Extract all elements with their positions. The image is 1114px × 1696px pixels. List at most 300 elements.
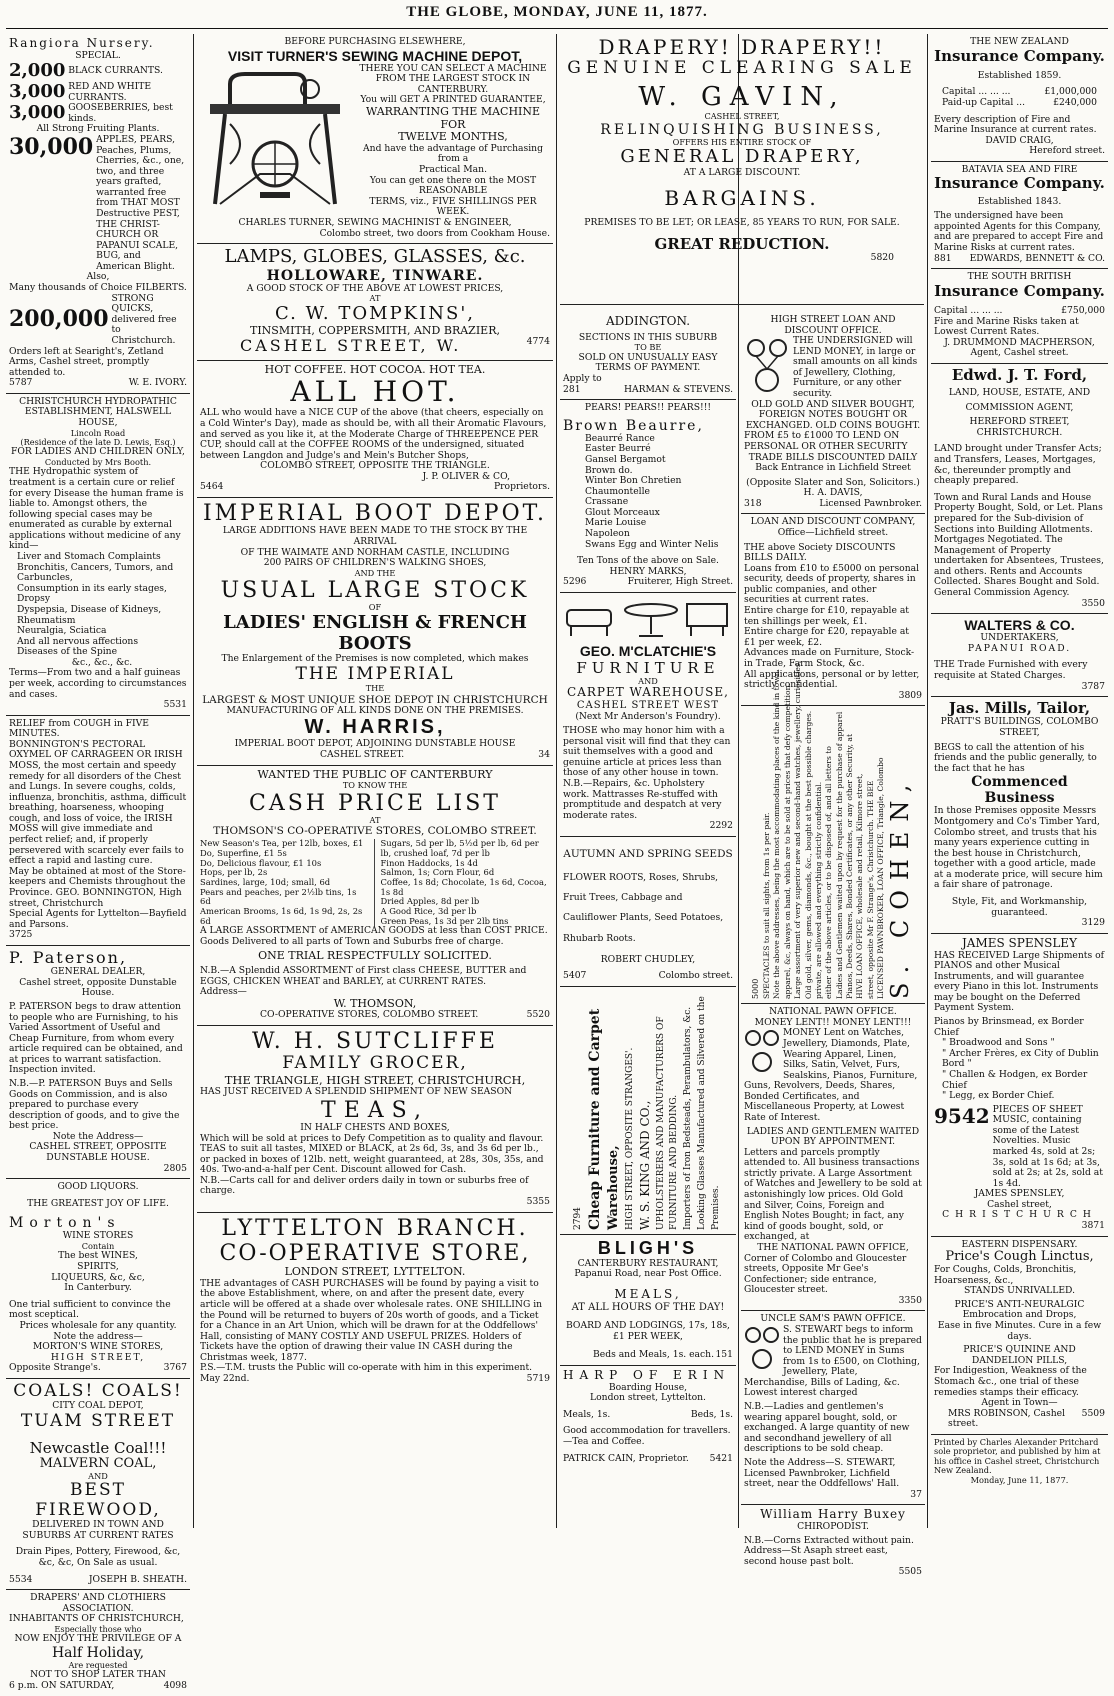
- cash-address-label: Address—: [200, 986, 247, 998]
- printer-imprint: [931, 1435, 1108, 1488]
- spensley-city: CHRISTCHURCH: [942, 1209, 1097, 1221]
- harp-signature: PATRICK CAIN, Proprietor.: [563, 1452, 689, 1464]
- nz-body: Every description of Fire and Marine Insurance at current rates.: [934, 113, 1097, 136]
- ed-head: EASTERN DISPENSARY.: [961, 1238, 1078, 1250]
- drapers-time: 6 p.m. ON SATURDAY,: [9, 1679, 115, 1691]
- lyttelton-street: LONDON STREET, LYTTELTON.: [284, 1265, 466, 1279]
- ad-number: 3809: [898, 689, 922, 701]
- spensley-list-item: " Challen & Hodgen, ex Border: [942, 1068, 1088, 1080]
- sutcliffe-chests: IN HALF CHESTS AND BOXES,: [300, 1121, 450, 1133]
- nursery-signature: W. E. IVORY.: [128, 377, 187, 389]
- mills-ad: [931, 697, 1108, 934]
- ad-number: 5000: [751, 978, 761, 1000]
- ad-number: 5407: [563, 970, 587, 982]
- turner-line: CANTERBURY.: [417, 83, 489, 95]
- nursery-orders: Orders left at Searight's, Zetland Arms, Cashel street, promptly attended to.: [9, 345, 164, 378]
- paterson-address-2: CASHEL STREET, OPPOSITE DUNSTABLE HOUSE.: [29, 1141, 167, 1164]
- bligh-ad: [560, 1235, 736, 1366]
- cash-price-item: Hops, per lb, 2s: [200, 867, 268, 878]
- drapers-not: NOT TO SHOP LATER THAN: [30, 1669, 166, 1681]
- nursery-filberts: Many thousands of Choice FILBERTS.: [9, 282, 187, 294]
- sb-signature: J. DRUMMOND MACPHERSON,: [944, 336, 1095, 348]
- cash-price-item: Pears and peaches, per 2½lb tins, 1s 6d: [200, 886, 357, 907]
- mclatchie-and: AND: [638, 675, 658, 686]
- king-warehouse: Warehouse,: [606, 1145, 622, 1231]
- drapers-esp: Especially those who: [54, 1623, 142, 1634]
- boot-ladies: LADIES' ENGLISH & FRENCH BOOTS: [223, 611, 527, 654]
- hs-licensed: Licensed Pawnbroker.: [819, 497, 922, 509]
- walters-body: THE Trade Furnished with every requisite at Stated Charges.: [934, 659, 1088, 681]
- boot-line: OF THE WAIMATE AND NORHAM CASTLE, INCLUDING: [240, 546, 510, 558]
- harp-title: HARP OF ERIN: [563, 1367, 731, 1382]
- morton-joy: THE GREATEST JOY OF LIFE.: [27, 1197, 169, 1209]
- paterson-nb: N.B.—P. PATERSON Buys and Sells Goods on Commission, and is also prepared to purchase every description of goods, and to give the best price.: [9, 1078, 180, 1132]
- coal-newcastle: Newcastle Coal!!!: [29, 1438, 167, 1457]
- turner-line: THERE YOU CAN SELECT A MACHINE: [359, 62, 547, 74]
- ed-stands: STANDS UNRIVALLED.: [963, 1285, 1075, 1297]
- walters-title: WALTERS & CO.: [964, 617, 1075, 634]
- morton-opposite: Opposite Strange's.: [9, 1362, 101, 1374]
- coal-depot: CITY COAL DEPOT,: [52, 1400, 144, 1412]
- king-line: FURNITURE AND BEDDING.: [669, 1094, 680, 1231]
- cash-stores: THOMSON'S CO-OPERATIVE STORES, COLOMBO STREET.: [213, 825, 537, 838]
- coal-deliver: DELIVERED IN TOWN AND SUBURBS AT CURRENT RATES: [22, 1519, 174, 1541]
- buxey-name: William Harry Buxey: [760, 1507, 906, 1522]
- ford-commission: COMMISSION AGENT,: [965, 401, 1074, 413]
- boot-cashel: CASHEL STREET.: [320, 748, 405, 760]
- ad-number: 5509: [1081, 1407, 1105, 1419]
- nursery-strong: All Strong Fruiting Plants.: [36, 123, 160, 135]
- seeds-body: FLOWER ROOTS, Roses, Shrubs, Fruit Trees, Cabbage and Cauliflower Plants, Seed Potatoes, Rhubarb Roots.: [563, 871, 724, 944]
- lamps-sub: HOLLOWARE, TINWARE.: [266, 267, 484, 284]
- cash-price-item: Coffee, 1s 8d; Chocolate, 1s 6d, Cocoa, 1s 8d: [380, 877, 547, 897]
- addington-sections: SECTIONS IN THIS SUBURB: [578, 331, 718, 343]
- paterson-sub: GENERAL DEALER,: [50, 966, 146, 978]
- oliver-ad: [197, 361, 553, 498]
- np-lent: MONEY LENT!! MONEY LENT!!!: [754, 1016, 912, 1028]
- ed-title: Price's Cough Linctus,: [945, 1249, 1094, 1265]
- king-line: UPHOLSTERERS AND MANUFACTURERS OF: [655, 1016, 666, 1231]
- loan-loans: Loans from £10 to £5000 on personal security, deeds of property, shares in public companies, and other securities at current rates.: [744, 562, 920, 606]
- ad-number: 4774: [526, 336, 550, 348]
- ford-ad: [931, 364, 1108, 614]
- boot-line: 200 PAIRS OF CHILDREN'S WALKING SHOES,: [263, 557, 487, 569]
- mills-body: BEGS to call the attention of his friends and the public generally, to the fact that he has: [934, 741, 1097, 774]
- coal-and: AND: [88, 1470, 108, 1481]
- drapery-relinquishing: RELINQUISHING BUSINESS,: [600, 121, 884, 138]
- boot-the-2: THE: [365, 683, 385, 694]
- pears-list-item: Swans Egg and Winter Nelis: [585, 538, 719, 550]
- cohen-line: either of the above articles, or to be disposed of, and all letters to: [824, 746, 834, 1000]
- national-pawn-ad: [741, 1004, 925, 1311]
- morton-title: Morton's: [9, 1215, 121, 1232]
- cohen-line: Large assortment of very superior new and second-hand watches, jewellery, curiosities,: [793, 661, 803, 1000]
- ad-number: 151: [715, 1349, 733, 1361]
- batavia-signature: EDWARDS, BENNETT & CO.: [969, 252, 1105, 264]
- boot-usual: USUAL LARGE STOCK: [220, 578, 530, 604]
- hydro-body: THE Hydropathic system of treatment is a certain cure or relief for every Disease the human frame is liable to. Amongst others, the following special cases may be enumerated as curable by external applications without medicine of any kind—: [9, 466, 184, 552]
- turner-line: You can get one there on the MOST REASONABLE: [369, 174, 537, 197]
- turner-pre: BEFORE PURCHASING ELSEWHERE,: [284, 36, 466, 47]
- king-street: HIGH STREET, OPPOSITE STRANGES'.: [624, 1047, 635, 1231]
- pears-list-item: Glout Morceaux: [585, 506, 660, 518]
- mills-title: Jas. Mills, Tailor,: [948, 699, 1091, 718]
- boot-of: OF: [368, 602, 382, 613]
- mills-street: STREET,: [999, 726, 1040, 738]
- ford-body: LAND brought under Transfer Acts; and Transfers, Leases, Mortgages, &c, thereunder promptly and cheaply prepared.: [934, 443, 1102, 487]
- ad-number: 3350: [898, 1294, 922, 1306]
- batavia-body: The undersigned have been appointed Agents for this Company, and are prepared to accept Fire and Marine Risks at current rates.: [934, 210, 1104, 254]
- hydro-list-item: &c., &c., &c.: [71, 656, 133, 668]
- drapers-body: INHABITANTS OF CHRISTCHURCH,: [9, 1613, 184, 1625]
- spensley-street: Cashel street,: [987, 1198, 1052, 1210]
- sutcliffe-grocer: FAMILY GROCER,: [282, 1053, 468, 1074]
- morton-contain: Contain: [81, 1241, 115, 1252]
- lyttelton-body: THE advantages of CASH PURCHASES will be found by paying a visit to the above Establishment, where, on and after the present date, every article will be offered at a shade over wholesale rates. ONE SHILLING in the Pound will be returned to buyers of 20s worth of goods, and a Ticket for a Chance in an Art Union, which will be drawn for at the Oddfellows' Hall, consisting of MANY COSTLY AND USEFUL PRIZES. Holders of Tickets have the option of drawing their value IN CASH during the Christmas week, 1877.: [200, 1277, 543, 1363]
- bligh-title: BLIGH'S: [597, 1238, 699, 1259]
- cash-price-table: [200, 839, 550, 926]
- turner-signature: CHARLES TURNER, SEWING MACHINIST & ENGINEER,: [238, 216, 512, 228]
- spensley-sheet: PIECES OF SHEET MUSIC, containing some of the Latest Novelties. Music marked 4s, sold at 2s; 3s, sold at 1s 6d; at 3s, sold at 2s; at 2s, sold at 1s 4d.: [992, 1103, 1103, 1189]
- hs-trade: TRADE BILLS DISCOUNTED DAILY: [748, 451, 918, 463]
- hot-proprietors: Proprietors.: [493, 481, 550, 493]
- cohen-line: street, opposite Mr F. Strange's, Christchurch. THE BEE: [865, 780, 875, 1000]
- batavia-head: BATAVIA SEA AND FIRE: [961, 163, 1078, 175]
- hs-gold: OLD GOLD AND SILVER BOUGHT, FOREIGN NOTES BOUGHT OR EXCHANGED. OLD COINS BOUGHT.: [745, 398, 921, 431]
- lyttelton-ps: P.S.—T.M. trusts the Public will co-operate with him in this experiment.: [200, 1362, 533, 1374]
- cash-toknow: TO KNOW THE: [342, 780, 408, 791]
- paterson-title: P. Paterson,: [9, 947, 128, 967]
- king-line: Importers of Iron Bedsteads, Perambulators, &c.: [683, 1006, 694, 1231]
- buxey-ad: [741, 1505, 925, 1582]
- ad-number: 5534: [9, 1573, 33, 1585]
- nz-paid-label: Paid-up Capital ...: [942, 96, 1026, 108]
- ford-body-2: Town and Rural Lands and House Property Bought, Sold, or Let. Plans prepared for the Sub-division of Sections into Building Allotments. Mortgages Negotiated. The Management of Property undertaken for Absentees, Trustees, and others. Rents and Accounts Collected. Shares Bought and Sold. General Commission Agency.: [934, 491, 1104, 598]
- printer-date: Monday, June 11, 1877.: [970, 1474, 1069, 1485]
- addington-ad: [560, 312, 736, 400]
- harp-meals: Meals, 1s.: [563, 1408, 611, 1420]
- nz-signature: DAVID CRAIG,: [985, 134, 1054, 146]
- drapery-premises: PREMISES TO BE LET; OR LEASE, 85 YEARS TO RUN, FOR SALE.: [584, 216, 900, 228]
- nursery-also: Also,: [86, 271, 110, 283]
- ad-number: 3767: [163, 1362, 187, 1374]
- walters-ad: [931, 614, 1108, 697]
- bligh-meals: MEALS,: [614, 1286, 682, 1301]
- paterson-ad: [6, 946, 190, 1179]
- lamps-at: AT: [369, 293, 381, 304]
- hydro-residence: (Residence of the late D. Lewis, Esq.): [20, 436, 176, 447]
- boot-address: IMPERIAL BOOT DEPOT, ADJOINING DUNSTABLE HOUSE: [234, 738, 516, 750]
- drapery-title: DRAPERY! DRAPERY!!: [598, 35, 886, 59]
- cash-price-item: Do, Delicious flavour, £1 10s: [200, 857, 322, 868]
- ad-number: 318: [744, 497, 762, 509]
- ad-number: 4098: [163, 1679, 187, 1691]
- loan-entire-2: Entire charge for £20, repayable at £1 per week, £2.: [744, 626, 909, 648]
- boot-largest: LARGEST & MOST UNIQUE SHOE DEPOT IN CHRISTCHURCH: [202, 693, 548, 706]
- ed-ease: Ease in five Minutes. Cure in a few days.: [937, 1320, 1102, 1342]
- cash-price-item: Finon Haddocks, 1s 4d: [380, 857, 478, 868]
- walters-undertakers: UNDERTAKERS,: [980, 632, 1059, 644]
- drapery-discount: AT A LARGE DISCOUNT.: [683, 167, 801, 179]
- cash-price-item: Salmon, 1s; Corn Flour, 6d: [380, 867, 495, 878]
- ad-number: 5531: [163, 699, 187, 711]
- nz-paid: £240,000: [1053, 96, 1097, 108]
- addington-tobe: TO BE: [634, 342, 662, 353]
- sb-capital: £750,000: [1061, 305, 1105, 316]
- hot-body: ALL who would have a NICE CUP of the above (that cheers, especially on a Cold Winter's Day), made as should be, with all their Aromatic Flavours, and served as you like it, at the Moderate Charge of THREEPENCE PER CUP, should call at the COFFEE ROOMS of the undersigned, situated between Langdon and Judge's and Mein's Butcher Shops,: [200, 407, 547, 461]
- ad-number: 5355: [526, 1196, 550, 1208]
- addington-title: ADDINGTON.: [605, 314, 691, 328]
- drapers-half: Half Holiday,: [51, 1644, 145, 1661]
- sutcliffe-has: HAS JUST RECEIVED A SPLENDID SHIPMENT OF NEW SEASON: [200, 1086, 513, 1098]
- pears-list-item: Napoleon: [585, 527, 630, 539]
- cohen-name: S. COHEN,: [886, 774, 915, 1000]
- addington-sold: SOLD ON UNUSUALLY EASY TERMS OF PAYMENT.: [578, 351, 718, 374]
- lamps-name: C. W. TOMPKINS',: [275, 302, 475, 324]
- harp-good: Good accommodation for travellers.—Tea and Coffee.: [563, 1425, 731, 1448]
- bligh-board: BOARD AND LODGINGS, 17s, 18s,: [566, 1320, 730, 1332]
- cash-title: CASH PRICE LIST: [249, 790, 501, 816]
- drapers-head: DRAPERS' AND CLOTHIERS ASSOCIATION.: [30, 1592, 166, 1614]
- buxey-address: Address—St Asaph street east, second house past bolt.: [744, 1545, 888, 1567]
- np-corner: Corner of Colombo and Gloucester streets, Opposite Mr Gee's Confectioner; side entrance, Gloucester street.: [744, 1252, 907, 1296]
- cough-head: RELIEF from COUGH in FIVE MINUTES.: [9, 717, 150, 740]
- cash-price-item: American Brooms, 1s 6d, 1s 9d, 2s, 2s 6d: [200, 905, 363, 926]
- hs-from: FROM £5 to £1000 TO LEND ON PERSONAL OR OTHER SECURITY: [744, 430, 908, 452]
- printer-text: Printed by Charles Alexander Pritchard sole proprietor, and published by him at his office in Cashel street, Christchurch New Zealand.: [934, 1436, 1101, 1476]
- spensley-number: 9542: [934, 1103, 990, 1128]
- ad-number: 3787: [1081, 680, 1105, 692]
- sutcliffe-teas: TEAS,: [321, 1097, 429, 1123]
- hydro-list-item: Diseases of the Spine: [17, 646, 118, 658]
- drapers-now: NOW ENJOY THE PRIVILEGE OF A: [14, 1633, 182, 1645]
- ad-number: 3129: [1081, 917, 1105, 929]
- hydro-list-item: Dyspepsia, Disease of Kidneys, Rheumatism: [17, 603, 162, 626]
- ad-number: 5464: [200, 481, 224, 493]
- spensley-list-item: Bord ": [942, 1058, 972, 1070]
- boot-line: AND THE: [354, 567, 396, 578]
- drapers-req: Are requested: [68, 1659, 128, 1670]
- uncle-sams-ad: [741, 1311, 925, 1505]
- cohen-line: Ladies and Gentlemen waited upon by request for the purchase of apparel: [834, 711, 844, 1000]
- np-title: NATIONAL PAWN OFFICE.: [769, 1006, 897, 1018]
- column-1: [6, 34, 190, 1691]
- lamps-stock: A GOOD STOCK OF THE ABOVE AT LOWEST PRICES,: [246, 282, 504, 294]
- sutcliffe-address: THE TRIANGLE, HIGH STREET, CHRISTCHURCH,: [224, 1072, 526, 1087]
- king-line: Looking Glasses Manufactured and Silvered on the: [697, 996, 708, 1231]
- hot-title: ALL HOT.: [290, 375, 460, 409]
- cohen-line: Pianos, Deeds, Shares, Bonded Certificates, or any other Security, at: [844, 734, 854, 1000]
- sutcliffe-nb: N.B.—Carts call for and deliver orders daily in town or suburbs free of charge.: [200, 1174, 529, 1197]
- lyttelton-ad: [197, 1213, 553, 1389]
- ad-number: 5505: [898, 1566, 922, 1578]
- loan-body: THE above Society DISCOUNTS BILLS DAILY.: [744, 541, 896, 564]
- ad-number: 881: [934, 252, 952, 264]
- cough-body-2: May be obtained at most of the Store-keepers and Chemists throughout the Province. GEO. BONNINGTON, High street, Christchurch: [9, 865, 186, 909]
- spensley-pianos: Pianos by Brinsmead, ex Border Chief: [934, 1016, 1084, 1038]
- hs-back: Back Entrance in Lichfield Street: [755, 462, 911, 474]
- cohen-line: Old gold, silver, gems, diamonds, &c., bought at the best possible charges.: [803, 711, 813, 1000]
- mills-commenced: Commenced Business: [971, 774, 1068, 807]
- nursery-item: 2,000 BLACK CURRANTS.: [9, 60, 163, 82]
- cohen-line: SPECTACLES to suit all sights, from 1s per pair.: [762, 812, 772, 1000]
- mills-buildings: PRATT'S BUILDINGS, COLOMBO: [940, 716, 1099, 728]
- ed-indigestion: For Indigestion, Weakness of the Stomach &c., one trial of these remedies stamps their efficacy.: [934, 1365, 1087, 1398]
- harp-street: London street, Lyttelton.: [590, 1392, 706, 1404]
- seeds-title: AUTUMN AND SPRING SEEDS: [563, 847, 733, 860]
- morton-list-item: In Canterbury.: [64, 1282, 132, 1294]
- furniture-illustration: [563, 596, 733, 640]
- coal-pipes: Drain Pipes, Pottery, Firewood, &c, &c, &c, On Sale as usual.: [15, 1546, 181, 1568]
- hot-address: COLOMBO STREET, OPPOSITE THE TRIANGLE.: [260, 460, 490, 472]
- morton-prices: Prices wholesale for any quantity.: [19, 1319, 177, 1331]
- cash-price-item: A Good Rice, 3d per lb: [380, 905, 477, 916]
- seeds-address: Colombo street.: [658, 970, 733, 982]
- pears-title: Brown Beaurre,: [563, 417, 704, 434]
- sb-title: Insurance Company.: [934, 281, 1105, 300]
- ad-number: 3550: [1081, 597, 1105, 609]
- hydro-terms: Terms—From two and a half guineas per week, according to circumstances and cases.: [9, 667, 187, 700]
- spensley-list-item: Chief: [942, 1079, 967, 1091]
- column-rule: [927, 34, 928, 1528]
- hydro-list-item: Consumption in its early stages, Dropsy: [17, 582, 167, 605]
- pears-list-item: Marie Louise: [585, 517, 647, 529]
- pears-list-item: Brown do.: [585, 464, 633, 476]
- ed-quinine: PRICE'S QUININE AND DANDELION PILLS,: [963, 1344, 1076, 1366]
- drapery-name: W. GAVIN,: [638, 81, 846, 112]
- loan-advances: Advances made on Furniture, Stock-in Trade, Farm Stock, &c.: [744, 647, 915, 669]
- morton-high: HIGH STREET,: [50, 1351, 146, 1363]
- us-title: UNCLE SAM'S PAWN OFFICE.: [760, 1313, 906, 1325]
- hydropathic-ad: [6, 394, 190, 716]
- np-ladies: LADIES AND GENTLEMEN WAITED UPON BY APPOINTMENT.: [746, 1125, 920, 1148]
- cohen-line: private, are allowed and everything strictly confidential.: [813, 782, 823, 1000]
- nursery-item: 3,000 GOOSEBERRIES, best kinds.: [9, 102, 173, 124]
- morton-ad: [6, 1179, 190, 1379]
- turner-line: Practical Man.: [418, 164, 488, 176]
- np-the: THE NATIONAL PAWN OFFICE,: [757, 1241, 909, 1253]
- ed-signature: MRS ROBINSON, Cashel street.: [948, 1407, 1066, 1430]
- turner-line: And have the advantage of Purchasing from a: [363, 142, 543, 165]
- nursery-quicks: 200,000 STRONG QUICKS, delivered free to Christchurch.: [9, 292, 177, 346]
- bligh-week: £1 PER WEEK,: [613, 1330, 683, 1342]
- turner-ad: [197, 34, 553, 244]
- morton-list-item: LIQUEURS, &c, &c,: [51, 1271, 145, 1283]
- loan-entire-1: Entire charge for £10, repayable at ten shillings per week, £1.: [744, 605, 909, 627]
- sutcliffe-body: Which will be sold at prices to Defy Competition as to quality and flavour. TEAS to suit all tastes, MIXED or BLACK, at 2s 6d, 3s, and 3s 6d per lb., or packed in boxes of 12lb. nett, weight guaranteed, at 28s, 30s, 35s, and 40s. Two-and-a-half per Cent. Discount allowed for Cash.: [200, 1132, 544, 1176]
- hs-opposite: (Opposite Slater and Son, Solicitors.): [746, 476, 920, 488]
- drapery-offers: OFFERS HIS ENTIRE STOCK OF: [672, 136, 812, 147]
- eastern-dispensary-ad: [931, 1237, 1108, 1435]
- seeds-signature: ROBERT CHUDLEY,: [600, 953, 696, 965]
- ad-number: 5520: [526, 1009, 550, 1021]
- batavia-established: Established 1843.: [977, 195, 1062, 207]
- bligh-beds: Beds and Meals, 1s. each.: [593, 1349, 715, 1361]
- np-body: MONEY Lent on Watches, Jewellery, Diamonds, Plate, Wearing Apparel, Linen, Silks, Satin, Velvet, Furs, Sealskins, Pianos, Furniture, Guns, Revolvers, Deeds, Shares, Bonded Certificates, and Miscellaneous Property, at Lowest Rate of Interest.: [744, 1027, 918, 1124]
- cash-trial: ONE TRIAL RESPECTFULLY SOLICITED.: [258, 949, 492, 963]
- turner-title: VISIT TURNER'S SEWING MACHINE DEPOT,: [227, 47, 523, 64]
- king-ad: [560, 987, 736, 1235]
- morton-list-item: SPIRITS,: [77, 1261, 119, 1273]
- mclatchie-body: THOSE who may honor him with a personal visit will find that they can suit themselves with a good and genuine article at prices less than those of any other house in town.: [563, 725, 731, 779]
- cough-agent: Special Agents for Lyttelton—Bayfield and Parsons.: [9, 908, 187, 930]
- mclatchie-cashel: CASHEL STREET WEST: [576, 700, 720, 712]
- ad-number: 5820: [870, 252, 894, 264]
- cash-price-item: Do, Superfine, £1 5s: [200, 848, 287, 859]
- paterson-body: P. PATERSON begs to draw attention to people who are Furnishing, to his Varied Assortment of Useful and Cheap Furniture, from whom every article required can be obtained, and at prices to warrant satisfaction. Inspection invited.: [9, 1000, 183, 1076]
- pawn-balls-icon: [744, 1325, 780, 1371]
- masthead: THE GLOBE, MONDAY, JUNE 11, 1877.: [406, 4, 708, 20]
- column-rule: [556, 34, 557, 1528]
- addington-signature: HARMAN & STEVENS.: [623, 383, 733, 395]
- cash-signature: W. THOMSON,: [333, 996, 417, 1010]
- boot-harris: W. HARRIS,: [304, 716, 446, 739]
- hydro-conducted: Conducted by Mrs Booth.: [44, 456, 152, 467]
- np-letters: Letters and parcels promptly attended to. All business transactions strictly private. A Large Assortment of Watches and Jewellery to be sold at astonishingly low prices. Old Gold and Silver, Coins, Foreign and English Notes Bought; in fact, any kind of goods bought, sold, or exchanged, at: [744, 1146, 922, 1243]
- cash-price-item: Green Peas, 1s 3d per 2lb tins: [380, 915, 509, 926]
- ad-number: 281: [563, 383, 581, 395]
- nz-the: THE NEW ZEALAND: [970, 36, 1069, 47]
- nz-established: Established 1859.: [977, 69, 1062, 81]
- nursery-ad: [6, 34, 190, 394]
- hydro-list-item: Liver and Stomach Complaints: [17, 551, 161, 563]
- spensley-title: JAMES SPENSLEY: [962, 935, 1077, 950]
- batavia-title: Insurance Company.: [934, 174, 1105, 193]
- sb-body: Fire and Marine Risks taken at Lowest Current Rates.: [934, 315, 1079, 338]
- drapery-general: GENERAL DRAPERY,: [620, 146, 864, 168]
- pawn-balls-icon: [744, 336, 790, 396]
- ford-title: Edwd. J. T. Ford,: [951, 365, 1088, 384]
- spensley-body: HAS RECEIVED Large Shipments of PIANOS and other Musical Instruments, and will guarantee every Piano in this lot. Instruments may be bought on the Deferred Payment System.: [934, 949, 1105, 1014]
- drapery-great-reduction: GREAT REDUCTION.: [654, 235, 830, 254]
- nz-capital: £1,000,000: [1044, 86, 1097, 98]
- boot-enlargement: The Enlargement of the Premises is now completed, which makes: [221, 653, 529, 665]
- bligh-restaurant: CANTERBURY RESTAURANT,: [577, 1257, 719, 1269]
- lyttelton-title: LYTTELTON BRANCH.: [221, 1215, 529, 1241]
- batavia-ad: [931, 162, 1108, 269]
- hydro-title: CHRISTCHURCH HYDROPATHIC ESTABLISHMENT, HALSWELL HOUSE,: [19, 395, 177, 428]
- cough-ad: [6, 716, 190, 946]
- spensley-signature: JAMES SPENSLEY,: [974, 1188, 1065, 1200]
- morton-wine: WINE STORES: [62, 1230, 134, 1242]
- loan-office: Office—Lichfield street.: [777, 526, 889, 538]
- sutcliffe-ad: [197, 1026, 553, 1213]
- drapery-sale: GENUINE CLEARING SALE: [567, 58, 917, 78]
- high-street-loan-ad: [741, 312, 925, 514]
- turner-line: WEEK.: [436, 206, 470, 218]
- boot-manufacturing: MANUFACTURING OF ALL KINDS DONE ON THE PREMISES.: [226, 704, 524, 716]
- harp-beds: Beds, 1s.: [690, 1408, 733, 1420]
- cash-nb: N.B.—A Splendid ASSORTMENT of First class CHEESE, BUTTER and EGGS, CHICKEN WHEAT and BARLEY, at CURRENT RATES.: [200, 965, 527, 987]
- pears-list-item: Gansel Bergamot: [585, 453, 666, 465]
- turner-line: TWELVE MONTHS,: [398, 130, 508, 144]
- sewing-machine-illustration: [200, 64, 350, 214]
- sb-capital-label: Capital ... ... ...: [934, 305, 1003, 316]
- us-note: Note the Address—S. STEWART, Licensed Pawnbroker, Lichfield street, near the Oddfellows' Hall.: [744, 1456, 900, 1490]
- pears-list-item: Winter Bon Chretien Chaumontelle: [585, 475, 682, 497]
- pears-fruiterer: Fruiterer, High Street.: [627, 576, 733, 588]
- ad-number: 5421: [709, 1452, 733, 1464]
- loan-all: All applications, personal or by letter, strictly confidential.: [744, 668, 920, 691]
- mclatchie-title: GEO. M'CLATCHIE'S: [579, 643, 717, 660]
- buxey-nb: N.B.—Corns Extracted without pain.: [744, 1534, 914, 1546]
- mclatchie-furniture: FURNITURE: [576, 658, 720, 677]
- ad-number: 2794: [572, 1207, 583, 1231]
- spensley-list-item: " Archer Frères, ex City of Dublin: [942, 1047, 1099, 1059]
- cohen-line: HIVE LOAN OFFICE, wholesale and retail, Kilmore street,: [855, 773, 865, 1000]
- lyttelton-date: May 22nd.: [200, 1373, 250, 1385]
- imperial-boot-ad: [197, 498, 553, 765]
